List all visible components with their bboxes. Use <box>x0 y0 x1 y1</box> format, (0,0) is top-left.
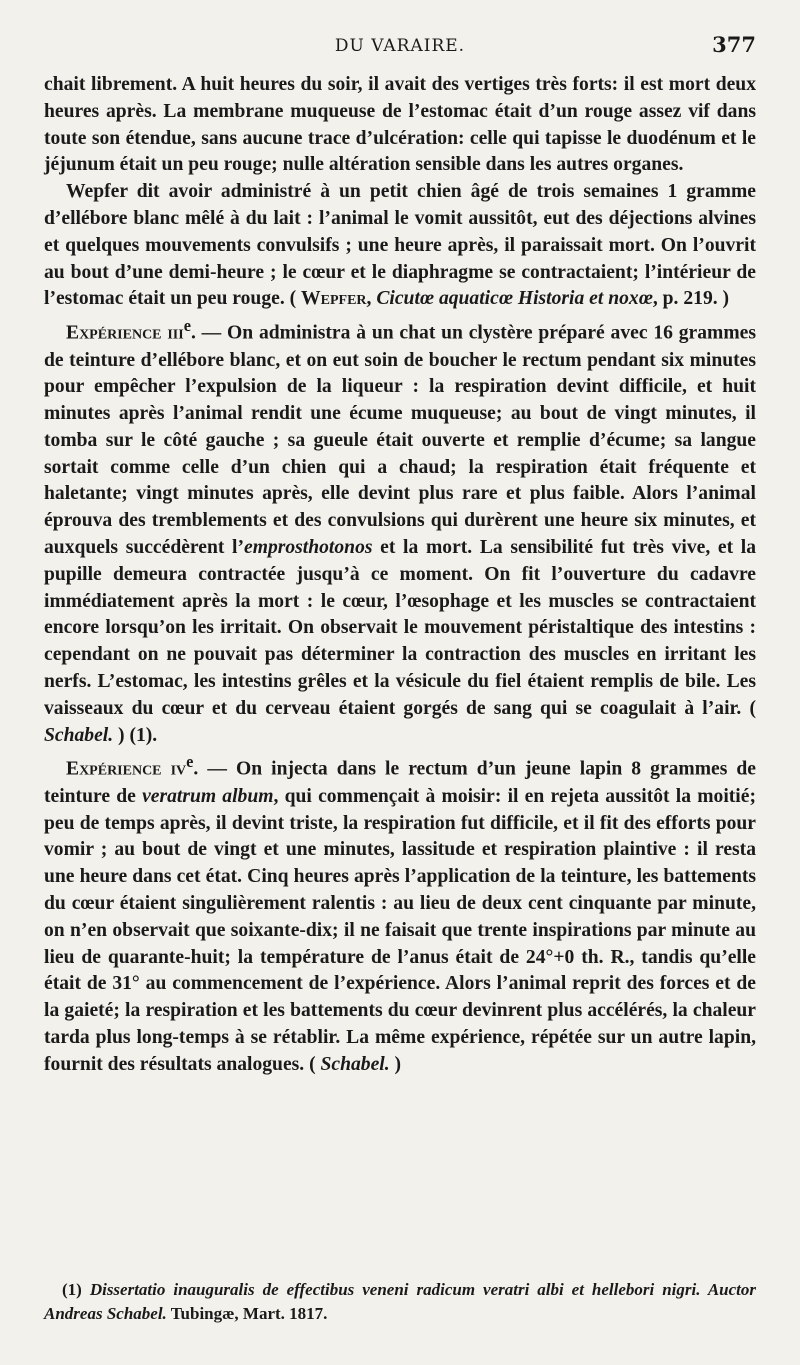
experience-sup: e <box>183 316 191 336</box>
page-number: 377 <box>712 32 756 57</box>
page-header <box>44 32 756 72</box>
paragraph-experience-3 <box>44 313 756 749</box>
paragraph-text: et la mort. La sensibilité fut très vive, et la pupille demeura contractée jusqu’à ce moment. On fit l’ouverture du cadavre immédiatement après la mort : le cœur, l’œsophage et les muscles se contractaient encore lorsqu’on les irritait. On observait le mouvement péristaltique des intestins : cependant on ne pouvait pas déterminer la contraction des muscles en irritant les nerfs. L’estomac, les intestins grêles et la vésicule du fiel étaient remplis de bile. Les vaisseaux du cœur et du cerveau étaient gorgés de sang qui se coagulait à l’air. ( <box>44 537 757 719</box>
footnote <box>44 1278 756 1326</box>
paragraph-text: . — On injecta dans le rectum d’un jeune lapin 8 grammes de teinture de <box>44 758 757 807</box>
italic-term: veratrum album <box>142 785 274 807</box>
experience-label: Expérience iv <box>66 758 187 780</box>
paragraph-text: Wepfer dit avoir administré à un petit chien âgé de trois semaines 1 gramme d’ellébore blanc mêlé à du lait : l’animal le vomit aussitôt, eut des déjections alvines et quelques mouvements convulsifs ; une heure après, il paraissait mort. On l’ouvrit au bout d’une demi-heure ; le cœur et le diaphragme se contractaient; l’intérieur de l’estomac était un peu rouge. ( <box>44 181 756 310</box>
experience-sup: e <box>186 752 194 772</box>
footnote-title: Dissertatio inauguralis de effectibus veneni radicum veratri albi et hellebori nigri. Auctor Andreas Schabel. <box>44 1280 757 1323</box>
paragraph-text: . — On administra à un chat un clystère préparé avec 16 grammes de teinture d’ellébore blanc, et on eut soin de boucher le rectum pendant six minutes pour empêcher l’expulsion de la liqueur : la respiration devint difficile, et huit minutes après l’animal rendit une écume muqueuse; au bout de vingt minutes, il tomba sur le côté gauche ; sa gueule était ouverte et remplie d’écume; sa langue sortait comme celle d’un chien qui a chaud; la respiration était fréquente et haletante; vingt minutes après, elle devint plus rare et plus faible. Alors l’animal éprouva des tremblements et des convulsions qui durèrent une heure six minutes, et auxquels succédèrent l’ <box>44 322 756 559</box>
italic-term: emprosthotonos <box>244 537 373 559</box>
footnote-mark: (1) <box>62 1280 82 1299</box>
paragraph-continuation <box>44 72 756 179</box>
citation-work: Cicutœ aquaticœ Historia et noxœ <box>376 288 653 310</box>
paragraph-text: chait librement. A huit heures du soir, il avait des vertiges très forts: il est mort deux heures après. La membrane muqueuse de l’estomac était d’un rouge assez vif dans toute son étendue, sans aucune trace d’ulcération: celle qui tapisse le duodénum et le jéjunum était un peu rouge; nulle altération sensible dans les autres organes. <box>44 74 756 176</box>
paragraph-experience-4 <box>44 749 756 1078</box>
citation-page: , p. 219. ) <box>652 288 730 310</box>
paragraph-text: ) <box>394 1053 402 1075</box>
footnote-place: Tubingæ, Mart. 1817. <box>170 1304 328 1323</box>
citation-author: Schabel. <box>44 724 114 746</box>
body-text <box>44 72 756 1079</box>
running-title: DU VARAIRE. <box>334 36 466 56</box>
paragraph-wepfer <box>44 179 756 313</box>
citation-author: Schabel. <box>320 1053 390 1075</box>
citation-author: Wepfer, <box>301 288 372 310</box>
footnote-ref: ) (1). <box>118 724 158 746</box>
paragraph-text: , qui commençait à moisir: il en rejeta aussitôt la moitié; peu de temps après, il devint triste, la respiration fut difficile, et il fit des efforts pour vomir ; au bout de vingt et une minutes, lassitude et respiration plaintive : il resta une heure dans cet état. Cinq heures après l’application de la teinture, les battements du cœur étaient singulièrement ralentis : au lieu de deux cent cinquante par minute, on n’en observait que soixante-dix; il ne faisait que trente inspirations par minute au lieu de quarante-huit; la température de l’anus était de 24°+0 th. R., tandis qu’elle était de 31° au commencement de l’expérience. Alors l’animal reprit des forces et de la gaieté; la respiration et les battements du cœur devinrent plus accélérés, la chaleur tarda plus long-temps à se rétablir. La même expérience, répétée sur un autre lapin, fournit des résultats analogues. ( <box>44 785 756 1075</box>
experience-label: Expérience iii <box>66 322 184 344</box>
